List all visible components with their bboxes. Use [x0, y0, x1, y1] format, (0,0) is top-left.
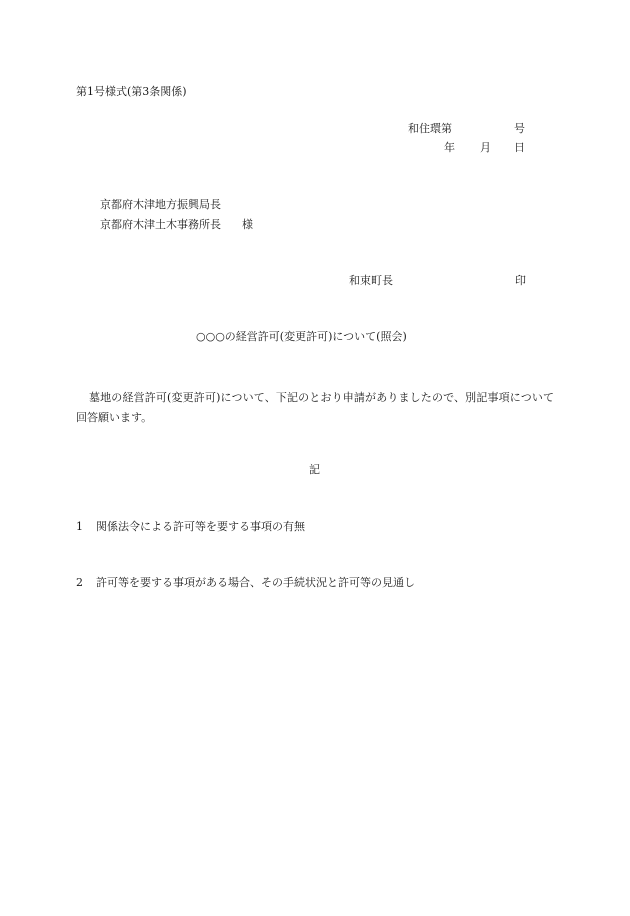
addressee-line-2: 京都府木津土木事務所長	[100, 218, 221, 231]
reference-number-prefix: 和住環第	[408, 122, 452, 135]
item-number: 1	[76, 520, 83, 533]
addressee-honorific: 様	[242, 218, 253, 231]
addressee-line-1: 京都府木津地方振興局長	[100, 198, 221, 211]
date-year-label: 年	[444, 141, 455, 154]
ki-heading: 記	[309, 463, 320, 476]
document-title: ○○○の経営許可(変更許可)について(照会)	[196, 330, 407, 343]
sender-seal-mark: 印	[515, 274, 526, 287]
sender-name: 和束町長	[349, 274, 393, 287]
body-paragraph: 墓地の経営許可(変更許可)について、下記のとおり申請がありましたので、別記事項について回答願います。	[76, 391, 554, 424]
item-text: 許可等を要する事項がある場合、その手続状況と許可等の見通し	[96, 576, 415, 589]
item-text: 関係法令による許可等を要する事項の有無	[96, 520, 305, 533]
date-day-label: 日	[514, 141, 525, 154]
date-month-label: 月	[480, 141, 491, 154]
form-number-label: 第1号様式(第3条関係)	[76, 85, 187, 98]
item-number: 2	[76, 576, 83, 589]
reference-number-suffix: 号	[514, 122, 525, 135]
